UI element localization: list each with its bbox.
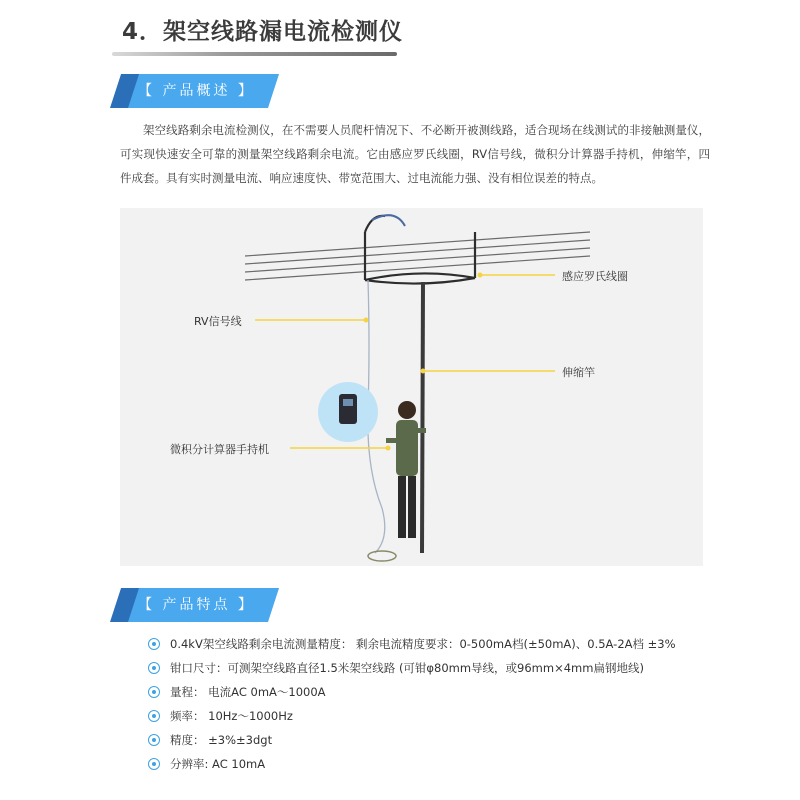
callout-coil: 感应罗氏线圈 [562, 270, 628, 283]
feature-text: 分辨率: AC 10mA [170, 757, 266, 771]
feature-list [148, 632, 728, 776]
list-item [148, 704, 728, 728]
bullet-icon [148, 638, 160, 650]
list-item [148, 752, 728, 776]
overview-text: 架空线路剩余电流检测仪，在不需要人员爬杆情况下、不必断开被测线路，适合现场在线测试的非接触测量仪，可实现快速安全可靠的测量架空线路剩余电流。它由感应罗氏线圈，RV信号线，微积分计算器手持机，伸缩竿，四件成套。具有实时测量电流、响应速度快、带宽范围大、过电流能力强、没有相位误差的特点。 [120, 123, 710, 185]
feature-text: 钳口尺寸：可测架空线路直径1.5米架空线路 (可钳φ80mm导线，或96mm×4mm扁钢地线) [170, 661, 644, 675]
list-item [148, 656, 728, 680]
title-underline [112, 52, 397, 56]
overview-section-tag [110, 74, 272, 108]
telescopic-pole-icon [422, 282, 423, 553]
bullet-icon [148, 758, 160, 770]
overview-tag-label: 【 产品概述 】 [138, 83, 255, 99]
list-item [148, 728, 728, 752]
page-heading [112, 14, 402, 54]
features-section-tag [110, 588, 272, 622]
operator-figure-icon [386, 401, 426, 538]
product-photo [120, 208, 703, 566]
bullet-icon [148, 710, 160, 722]
bullet-icon [148, 686, 160, 698]
bullet-icon [148, 662, 160, 674]
feature-text: 频率： 10Hz～1000Hz [170, 709, 293, 723]
list-item [148, 680, 728, 704]
callout-handheld: 微积分计算器手持机 [170, 443, 269, 456]
callout-rv-line: RV信号线 [194, 315, 242, 328]
bullet-icon [148, 734, 160, 746]
feature-text: 量程： 电流AC 0mA～1000A [170, 685, 326, 699]
list-item [148, 632, 728, 656]
features-tag-label: 【 产品特点 】 [138, 597, 255, 613]
feature-text: 0.4kV架空线路剩余电流测量精度： 剩余电流精度要求：0-500mA档(±50mA)、0.5A-2A档 ±3% [170, 637, 676, 651]
feature-text: 精度： ±3%±3dgt [170, 733, 273, 747]
product-illustration [120, 208, 703, 566]
page-title: 4．架空线路漏电流检测仪 [122, 19, 404, 45]
callout-pole: 伸缩竿 [562, 366, 595, 379]
